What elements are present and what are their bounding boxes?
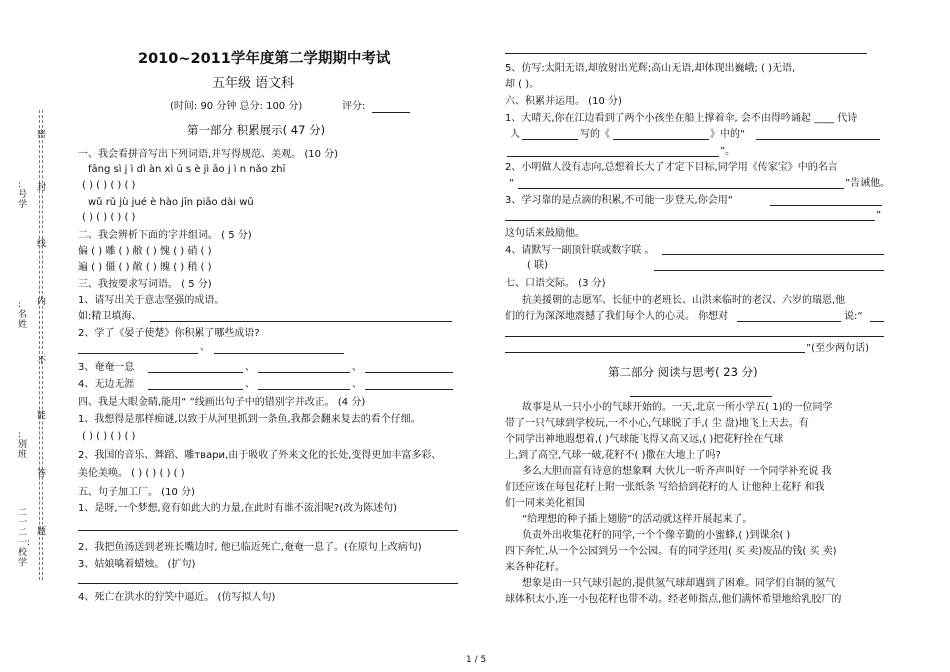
answer-line[interactable] [507, 156, 719, 157]
school-field: 二一二一:校学 [18, 508, 31, 568]
q6-1-label: 》中的“ [710, 129, 746, 140]
q6-4-prompt: 4、请默写一副顶针联或数字联 。 [505, 245, 655, 256]
class-field: :别班 [18, 430, 28, 460]
q6-3-close: ” [876, 210, 882, 221]
answer-line[interactable] [756, 139, 880, 140]
name-field: :名姓 [18, 300, 28, 330]
q5-heading: 五、句子加工厂。 (10 分) [78, 487, 195, 498]
q7-end: ”(至少两句话) [806, 343, 869, 354]
q6-1-label: 人 [510, 129, 520, 140]
pinyin-row-1: fāng sì j ì dì àn xì ū s è jì āo j ì n nǎo zhī [88, 164, 286, 175]
pinyin-row-2: wǔ rǔ jù jué è hào jīn piāo dài wǔ [88, 197, 254, 208]
answer-line[interactable] [505, 220, 875, 221]
passage-line: 四下奔忙,从一个公园到另一个公园。有的同学还用( 买 卖)废品的钱( 买 卖) [505, 546, 837, 557]
q4-heading: 四、我是大眼金睛,能用“ ”线画出句子中的错别字并改正。 (4 分) [78, 397, 366, 408]
q7-text-2: 们的行为深深地震撼了我们每个人的心灵。 你想对 [505, 311, 729, 322]
q6-2-prompt: 2、小明做人没有志向,总想着长大了才定下目标,同学用《传家宝》中的名言 [505, 162, 838, 173]
answer-line[interactable] [78, 353, 198, 354]
seal-char: 答 [37, 469, 47, 479]
separator: 、 [352, 379, 362, 390]
separator: 、 [352, 362, 362, 373]
page-number: 1 / 5 [466, 655, 487, 665]
answer-line[interactable] [522, 139, 578, 140]
binding-line [39, 110, 40, 580]
score-blank[interactable] [372, 112, 410, 113]
q4-2-brackets[interactable]: 美伦美唤。 ( ) ( ) ( ) ( ) [78, 468, 185, 479]
answer-line[interactable] [258, 389, 350, 390]
answer-brackets-row-2[interactable]: ( ) ( ) ( ) ( ) [82, 212, 136, 223]
passage-line: 上,到了高空,气球一破,花籽不( )撒在大地上了吗? [505, 450, 721, 461]
answer-line[interactable] [662, 254, 884, 255]
q4-1-brackets[interactable]: ( ) ( ) ( ) ( ) [82, 431, 136, 442]
answer-line[interactable] [214, 353, 344, 354]
q5-5-answer[interactable]: 却 ( )。 [505, 79, 540, 90]
q3-2-prompt: 2、学了《晏子使楚》你积累了哪些成语? [78, 328, 260, 339]
answer-line[interactable] [737, 321, 841, 322]
passage-line: 个同学出神地遐想着,( )气球能飞得又高又远,( )把花籽拴在气球 [505, 434, 784, 445]
exam-subtitle: 五年级 语文科 [212, 76, 295, 91]
answer-line[interactable] [518, 188, 844, 189]
q3-heading: 三、我按要求写词语。 ( 5 分) [78, 279, 212, 290]
exam-info: (时间: 90 分钟 总分: 100 分) [170, 101, 303, 112]
part1-heading: 第一部分 积累展示( 47 分) [187, 123, 326, 137]
answer-line[interactable] [365, 372, 453, 373]
answer-line[interactable] [150, 321, 452, 322]
score-label: 评分: [342, 101, 366, 112]
q3-example: 如:精卫填海、 [78, 311, 142, 322]
q5-4-prompt: 4、死亡在洪水的狞笑中逼近。 (仿写拟人句) [78, 592, 276, 603]
passage-line: 多么大胆而富有诗意的想象啊 大伙儿一听齐声叫好 一个同学补充说 我 [522, 466, 832, 477]
seal-char: 封 [37, 183, 47, 193]
answer-brackets-row-1[interactable]: ( ) ( ) ( ) ( ) [82, 180, 136, 191]
answer-line[interactable] [258, 372, 350, 373]
char-row-1[interactable]: 偏 ( ) 雕 ( ) 敝 ( ) 愧 ( ) 硝 ( ) [78, 246, 212, 257]
q7-heading: 七、口语交际。 (3 分) [505, 278, 606, 289]
answer-line[interactable] [654, 270, 884, 271]
separator: 、 [245, 362, 255, 373]
seal-char: 密 [37, 130, 47, 140]
q7-say: 说:“ [844, 311, 863, 322]
q3-1-prompt: 1、请写出关于意志坚强的成语。 [78, 295, 225, 306]
q3-4-word: 4、无边无涯 [78, 379, 135, 390]
student-number-field: :号学 [18, 180, 28, 210]
passage-line: 带了一只气球到学校玩,一不小心,气球脱了手,( 尘 盘)地飞上天去。有 [505, 418, 809, 429]
passage-line: “给理想的种子插上翅膀”的活动就这样开展起来了。 [522, 514, 753, 525]
answer-line[interactable] [505, 336, 884, 337]
seal-char: 内 [37, 297, 47, 307]
q6-3-end: 这句话来鼓励他。 [505, 228, 585, 239]
binding-line-2 [42, 110, 43, 580]
q6-4-type[interactable]: ( 联) [527, 260, 548, 271]
seal-char: 不 [37, 356, 47, 366]
answer-line[interactable] [148, 372, 243, 373]
passage-line: 们一同来美化祖国 [505, 498, 585, 509]
separator: 、 [200, 342, 210, 353]
q6-2-open: “ [509, 178, 515, 189]
q5-5-prompt: 5、仿写:太阳无语,却放射出光辉;高山无语,却体现出巍峨; ( )无语, [505, 63, 796, 74]
passage-line: 想象是由一只气球引起的,提供氢气球却遇到了困难。同学们自制的氢气 [522, 578, 836, 589]
seal-char: 能 [37, 411, 47, 421]
passage-line: 们还应该在每包花籽上附一张纸条 写给拾到花籽的人 让他种上花籽 和我 [505, 482, 825, 493]
answer-line[interactable] [613, 139, 709, 140]
char-row-2[interactable]: 遍 ( ) 僵 ( ) 敞 ( ) 魄 ( ) 稍 ( ) [78, 262, 212, 273]
separator: 、 [245, 379, 255, 390]
q6-3-prompt: 3、学习靠的是点滴的积累,不可能一步登天,你会用“ [505, 195, 733, 206]
q5-3-prompt: 3、姑娘噙着蜡烛。 (扩句) [78, 559, 196, 570]
part2-heading: 第二部分 阅读与思考( 23 分) [608, 365, 758, 379]
answer-line[interactable] [365, 389, 453, 390]
q7-text-1: 抗美援朝的志愿军、长征中的老班长、山洪来临时的老汉、六岁的瑞恩,他 [522, 295, 846, 306]
answer-line[interactable] [505, 53, 867, 54]
answer-line[interactable] [148, 389, 243, 390]
passage-line: 故事是从一只小小的气球开始的。一天,北京一所小学五( 1)的一位同学 [522, 402, 833, 413]
q1-heading: 一、我会看拼音写出下列词语,并写得规范、美观。 (10 分) [78, 149, 339, 160]
q3-3-word: 3、奄奄一息 [78, 362, 135, 373]
q4-1-sentence: 1、我想得是那样痴谜,以致于从河里抓到一条鱼,我都会翻来复去的看个仔细。 [78, 414, 421, 425]
q5-2-prompt: 2、我把鱼汤送到老班长嘴边时, 他已临近死亡,奄奄一息了。(在原句上改病句) [78, 542, 422, 553]
seal-char: 线 [37, 239, 47, 249]
answer-line[interactable] [505, 352, 805, 353]
q6-1-end: ”。 [720, 146, 736, 157]
passage-line: 来各种花籽。 [505, 562, 565, 573]
passage-title-line[interactable] [630, 396, 772, 397]
exam-title: 2010~2011学年度第二学期期中考试 [138, 51, 391, 67]
q5-1-prompt: 1、是呀,一个梦想,竟有如此大的力量,在此时有谁不流泪呢?(改为陈述句) [78, 503, 398, 514]
q6-1-prompt: 1、大晴天,你在江边看到了两个小孩坐在船上撑着伞, 会不由得吟诵起 ____ 代诗 [505, 113, 858, 124]
answer-line[interactable] [870, 321, 884, 322]
q6-2-end: ”告诫他。 [845, 178, 891, 189]
passage-line: 球体积太小,连一小包花籽也带不动。经老师指点,他们满怀希望地给乳胶厂的 [505, 594, 842, 605]
q2-heading: 二、我会辨析下面的字并组词。 ( 5 分) [78, 230, 252, 241]
answer-line[interactable] [78, 583, 458, 584]
answer-line[interactable] [78, 530, 458, 531]
q4-2-sentence: 2、我国的音乐、舞蹈、雕твари,由于吸收了外来文化的长处,变得更加丰富多彩、 [78, 450, 442, 461]
q6-heading: 六、积累并运用。 (10 分) [505, 96, 622, 107]
passage-line: 负责外出收集花籽的同学,一个个像辛勤的小蜜蜂,( )到课余( ) [522, 530, 791, 541]
answer-line[interactable] [770, 205, 882, 206]
seal-char: 题 [37, 527, 47, 537]
q6-1-label: 写的《 [580, 129, 610, 140]
